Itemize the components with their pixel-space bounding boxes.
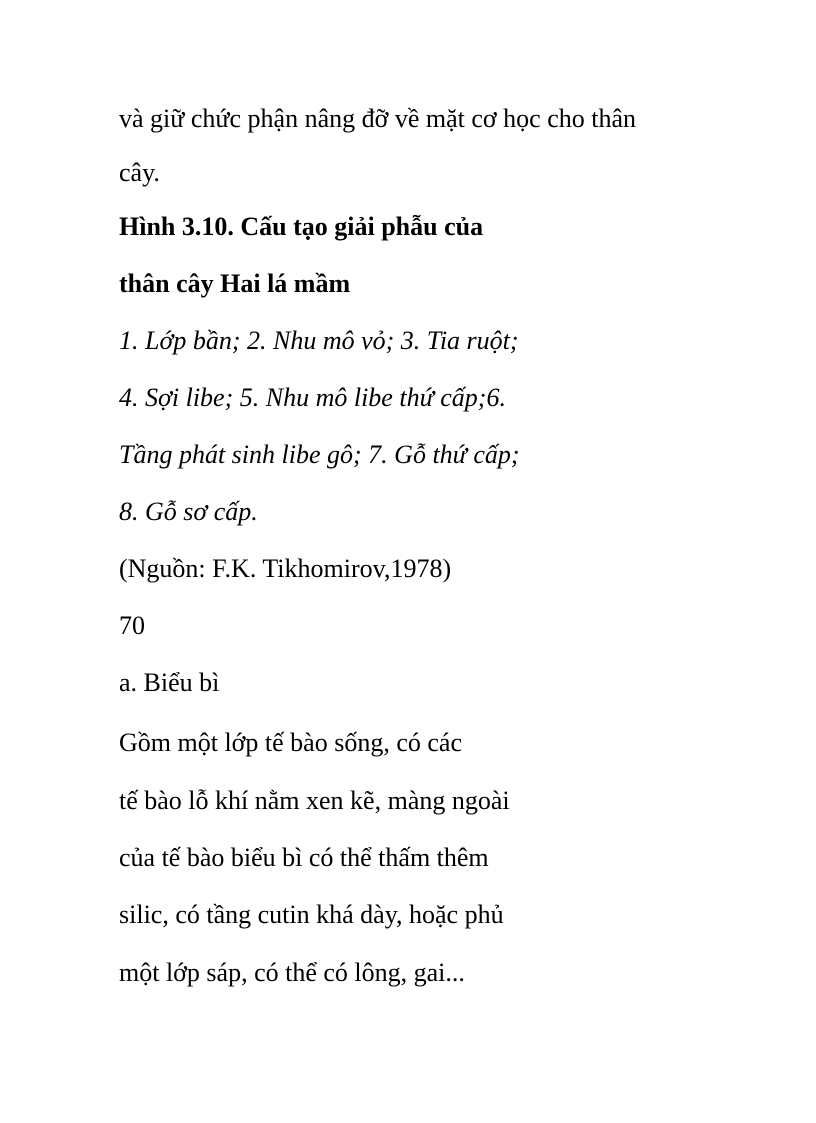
figure-caption-title: thân cây Hai lá mầm <box>119 269 351 298</box>
section-text-line: của tế bào biểu bì có thể thấm thêm <box>119 843 489 872</box>
figure-source: (Nguồn: F.K. Tikhomirov,1978) <box>119 554 452 583</box>
section-text-line: silic, có tầng cutin khá dày, hoặc phủ <box>119 900 504 929</box>
figure-legend-line: 4. Sợi libe; 5. Nhu mô libe thứ cấp;6. <box>119 383 506 412</box>
figure-legend-line: 8. Gỗ sơ cấp. <box>119 497 258 526</box>
body-text-line: cây. <box>119 158 160 187</box>
page-number: 70 <box>119 611 145 640</box>
section-text-line: một lớp sáp, có thể có lông, gai... <box>119 958 465 987</box>
section-heading: a. Biểu bì <box>119 668 220 697</box>
section-text-line: Gồm một lớp tế bào sống, có các <box>119 728 463 757</box>
figure-legend-line: 1. Lớp bần; 2. Nhu mô vỏ; 3. Tia ruột; <box>119 326 519 355</box>
figure-legend-line: Tầng phát sinh libe gô; 7. Gỗ thứ cấp; <box>119 440 520 469</box>
body-text-line: và giữ chức phận nâng đỡ về mặt cơ học cho thân <box>119 104 637 133</box>
section-text-line: tế bào lỗ khí nằm xen kẽ, màng ngoài <box>119 786 510 815</box>
figure-caption-title: Hình 3.10. Cấu tạo giải phẫu của <box>119 212 484 241</box>
